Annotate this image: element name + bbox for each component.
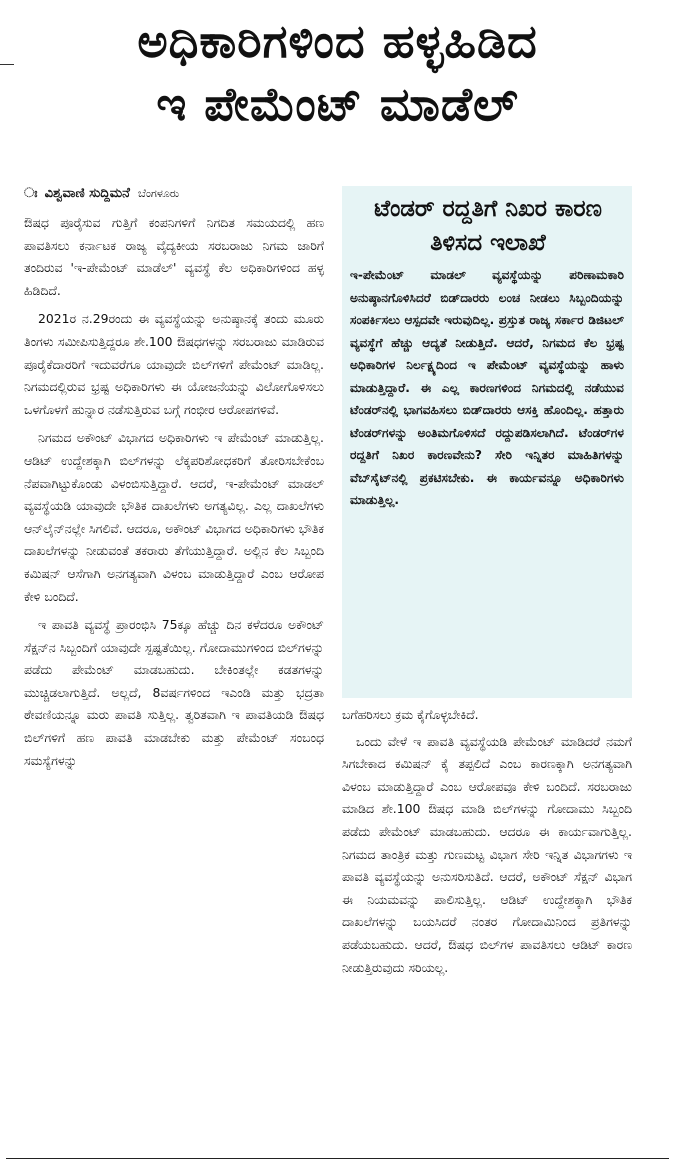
article-paragraph: ಬಗೆಹರಿಸಲು ಕ್ರಮ ಕೈಗೊಳ್ಳಬೇಕಿದೆ.: [342, 707, 479, 722]
headline-line-1: ಅಧಿಕಾರಿಗಳಿಂದ ಹಳ್ಳಹಿಡಿದ: [137, 14, 538, 68]
byline-source: ವಿಶ್ವವಾಣಿ ಸುದ್ದಿಮನೆ: [44, 186, 130, 201]
byline-place: ಬೆಂಗಳೂರು: [138, 187, 180, 200]
sidebar-box-body: ಇ-ಪೇಮೆಂಟ್ ಮಾಡಲ್ ವ್ಯವಸ್ಥೆಯನ್ನು ಪರಿಣಾಮಕಾರಿ ಅನುಷ್ಠಾನಗೊಳಿಸಿದರೆ ಬಿಡ್‌ದಾರರು ಲಂಚ ನೀಡಲು ಸಿಬ್ಬಂದಿಯನ್ನು ಸಂಪರ್ಕಿಸಲು ಆಸ್ಪದವೇ ಇರುವುದಿಲ್ಲ. ಪ್ರಸ್ತುತ ರಾಜ್ಯ ಸರ್ಕಾರ ಡಿಜಿಟಲ್ ವ್ಯವಸ್ಥೆಗೆ ಹೆಚ್ಚು ಆದ್ಯತೆ ನೀಡುತ್ತಿದೆ. ಆದರೆ, ನಿಗಮದ ಕೆಲ ಭ್ರಷ್ಟ ಅಧಿಕಾರಿಗಳ ನಿರ್ಲಕ್ಷ್ಯದಿಂದ ಇ ಪೇಮೆಂಟ್ ವ್ಯವಸ್ಥೆಯನ್ನು ಹಾಳು ಮಾಡುತ್ತಿದ್ದಾರೆ. ಈ ಎಲ್ಲ ಕಾರಣಗಳಿಂದ ನಿಗಮದಲ್ಲಿ ನಡೆಯುವ ಟೆಂಡರ್‌ನಲ್ಲಿ ಭಾಗವಹಿಸಲು ಬಿಡ್‌ದಾರರು ಆಸಕ್ತಿ ಹೊಂದಿಲ್ಲ. ಹತ್ತಾರು ಟೆಂಡರ್‌ಗಳನ್ನು ಅಂತಿಮಗೊಳಿಸದೆ ರದ್ದುಪಡಿಸಲಾಗಿದೆ. ಟೆಂಡರ್‌ಗಳ ರದ್ದತಿಗೆ ನಿಖರ ಕಾರಣವೇನು? ಸೇರಿ ಇನ್ನಿತರ ಮಾಹಿತಿಗಳನ್ನು ವೆಬ್‌ಸೈಟ್‌ನಲ್ಲಿ ಪ್ರಕಟಿಸಬೇಕು. ಈ ಕಾರ್ಯವನ್ನೂ ಅಧಿಕಾರಿಗಳು ಮಾಡುತ್ತಿಲ್ಲ.: [350, 268, 624, 507]
sidebar-box: [342, 186, 632, 698]
article-paragraph: ನಿಗಮದ ಅಕೌಂಟ್ ವಿಭಾಗದ ಅಧಿಕಾರಿಗಳು ಇ ಪೇಮೆಂಟ್ ಮಾಡುತ್ತಿಲ್ಲ. ಆಡಿಟ್ ಉದ್ದೇಶಕ್ಕಾಗಿ ಬಿಲ್‌ಗಳನ್ನು ಲೆಕ್ಕಪರಿಶೋಧಕರಿಗೆ ತೋರಿಸಬೇಕೆಂಬ ನೆಪವಾಗಿಟ್ಟುಕೊಂಡು ವಿಳಂಬಿಸುತ್ತಿದ್ದಾರೆ. ಆದರೆ, ಇ-ಪೇಮೆಂಟ್ ಮಾಡಲ್ ವ್ಯವಸ್ಥೆಯಡಿ ಯಾವುದೇ ಭೌತಿಕ ದಾಖಲೆಗಳು ಅಗತ್ಯವಿಲ್ಲ. ಎಲ್ಲ ದಾಖಲೆಗಳು ಆನ್‌ಲೈನ್‌ನಲ್ಲೇ ಸಿಗಲಿವೆ. ಆದರೂ, ಅಕೌಂಟ್ ವಿಭಾಗದ ಅಧಿಕಾರಿಗಳು ಭೌತಿಕ ದಾಖಲೆಗಳನ್ನು ನೀಡುವಂತೆ ತಕರಾರು ತೆಗೆಯುತ್ತಿದ್ದಾರೆ. ಅಲ್ಲಿನ ಕೆಲ ಸಿಬ್ಬಂದಿ ಕಮಿಷನ್ ಆಸೆಗಾಗಿ ಅನಗತ್ಯವಾಗಿ ವಿಳಂಬ ಮಾಡುತ್ತಿದ್ದಾರೆ ಎಂಬ ಆರೋಪ ಕೇಳಿ ಬಂದಿದೆ.: [24, 430, 324, 604]
top-rule: [0, 64, 14, 65]
article-right-column: [342, 704, 632, 983]
article-paragraph: ಔಷಧ ಪೂರೈಸುವ ಗುತ್ತಿಗೆ ಕಂಪನಿಗಳಿಗೆ ನಿಗದಿತ ಸಮಯದಲ್ಲಿ ಹಣ ಪಾವತಿಸಲು ಕರ್ನಾಟಕ ರಾಜ್ಯ ವೈದ್ಯಕೀಯ ಸರಬರಾಜು ನಿಗಮ ಜಾರಿಗೆ ತಂದಿರುವ 'ಇ-ಪೇಮೆಂಟ್ ಮಾಡೆಲ್' ವ್ಯವಸ್ಥೆ ಕೆಲ ಅಧಿಕಾರಿಗಳಿಂದ ಹಳ್ಳ ಹಿಡಿದಿದೆ.: [24, 215, 324, 298]
byline-mark: ಃ: [24, 186, 38, 201]
byline: [24, 186, 179, 201]
headline: [14, 10, 661, 136]
article-left-column: [24, 212, 324, 778]
article-paragraph: ಒಂದು ವೇಳೆ ಇ ಪಾವತಿ ವ್ಯವಸ್ಥೆಯಡಿ ಪೇಮೆಂಟ್ ಮಾಡಿದರೆ ನಮಗೆ ಸಿಗಬೇಕಾದ ಕಮಿಷನ್ ಕೈ ತಪ್ಪಲಿದೆ ಎಂಬ ಕಾರಣಕ್ಕಾಗಿ ಅನಗತ್ಯವಾಗಿ ವಿಳಂಬ ಮಾಡುತ್ತಿದ್ದಾರೆ ಎಂಬ ಆರೋಪವೂ ಕೇಳಿ ಬಂದಿದೆ. ಸರಬರಾಜು ಮಾಡಿದ ಶೇ.100 ಔಷಧ ಮಾಡಿ ಬಿಲ್‌ಗಳನ್ನು ಗೋದಾಮು ಸಿಬ್ಬಂದಿ ಪಡೆದು ಪೇಮೆಂಟ್ ಮಾಡಬಹುದು. ಆದರೂ ಈ ಕಾರ್ಯವಾಗುತ್ತಿಲ್ಲ. ನಿಗಮದ ತಾಂತ್ರಿಕ ಮತ್ತು ಗುಣಮಟ್ಟ ವಿಭಾಗ ಸೇರಿ ಇನ್ನಿತ ವಿಭಾಗಗಳು ಇ ಪಾವತಿ ವ್ಯವಸ್ಥೆಯನ್ನು ಅನುಸರಿಸುತಿದೆ. ಆದರೆ, ಅಕೌಂಟ್ ಸೆಕ್ಷನ್ ವಿಭಾಗ ಈ ನಿಯಮವನ್ನು ಪಾಲಿಸುತ್ತಿಲ್ಲ. ಆಡಿಟ್ ಉದ್ದೇಶಕ್ಕಾಗಿ ಭೌತಿಕ ದಾಖಲೆಗಳನ್ನು ಬಯಸಿದರೆ ನಂತರ ಗೋದಾಮಿನಿಂದ ಪ್ರತಿಗಳನ್ನು ಪಡೆಯಬಹುದು. ಆದರೆ, ಔಷಧ ಬಿಲ್‌ಗಳ ಪಾವತಿಸಲು ಆಡಿಟ್ ಕಾರಣ ನೀಡುತ್ತಿರುವುದು ಸರಿಯಲ್ಲ.: [342, 733, 632, 975]
sidebar-box-title: ಟೆಂಡರ್ ರದ್ದತಿಗೆ ನಿಖರ ಕಾರಣ ತಿಳಿಸದ ಇಲಾಖೆ: [374, 196, 602, 256]
bottom-rule: [6, 1158, 669, 1159]
article-paragraph: ಇ ಪಾವತಿ ವ್ಯವಸ್ಥೆ ಪ್ರಾರಂಭಿಸಿ 75ಕ್ಕೂ ಹೆಚ್ಚು ದಿನ ಕಳೆದರೂ ಅಕೌಂಟ್ ಸೆಕ್ಷನ್‌ನ ಸಿಬ್ಬಂದಿಗೆ ಯಾವುದೇ ಸ್ಪಷ್ಟತೆಯಿಲ್ಲ. ಗೋದಾಮುಗಳಿಂದ ಬಿಲ್‌ಗಳನ್ನು ಪಡೆದು ಪೇಮೆಂಟ್ ಮಾಡಬಹುದು. ಬೇಕಿಂತಲ್ಲೇ ಕಡತಗಳನ್ನು ಮುಚ್ಚಿಡಲಾಗುತ್ತಿದೆ. ಅಲ್ಲದೆ, 8ವರ್ಷಗಳಿಂದ ಇಎಂಡಿ ಮತ್ತು ಭದ್ರತಾ ಠೇವಣಿಯನ್ನೂ ಮರು ಪಾವತಿ ಸುತ್ತಿಲ್ಲ. ತ್ವರಿತವಾಗಿ ಇ ಪಾವತಿಯಡಿ ಔಷಧ ಬಿಲ್‌ಗಳಿಗೆ ಹಣ ಪಾವತಿ ಮಾಡಬೇಕು ಮತ್ತು ಪೇಮೆಂಟ್ ಸಂಬಂಧ ಸಮಸ್ಯೆಗಳನ್ನು: [24, 617, 324, 768]
headline-line-2: ಇ ಪೇಮೆಂಟ್ ಮಾಡೆಲ್: [156, 77, 519, 131]
article-paragraph: 2021ರ ನ.29ರಂದು ಈ ವ್ಯವಸ್ಥೆಯನ್ನು ಅನುಷ್ಠಾನಕ್ಕೆ ತಂದು ಮೂರು ತಿಂಗಳು ಸಮೀಪಿಸುತ್ತಿದ್ದರೂ ಶೇ.100 ಔಷಧಗಳನ್ನು ಸರಬರಾಜು ಮಾಡಿರುವ ಪೂರೈಕೆದಾರರಿಗೆ ಇದುವರೆಗೂ ಯಾವುದೇ ಬಿಲ್‌ಗಳಿಗೆ ಪೇಮೆಂಟ್ ಮಾಡಿಲ್ಲ. ನಿಗಮದಲ್ಲಿರುವ ಭ್ರಷ್ಟ ಅಧಿಕಾರಿಗಳು ಈ ಯೋಜನೆಯನ್ನು ವಿಲೋಗೊಳಿಸಲು ಒಳಗೊಳಗೆ ಹುನ್ನಾರ ನಡೆಸುತ್ತಿರುವ ಬಗ್ಗೆ ಗಂಭೀರ ಆರೋಪಗಳಿವೆ.: [24, 311, 324, 417]
